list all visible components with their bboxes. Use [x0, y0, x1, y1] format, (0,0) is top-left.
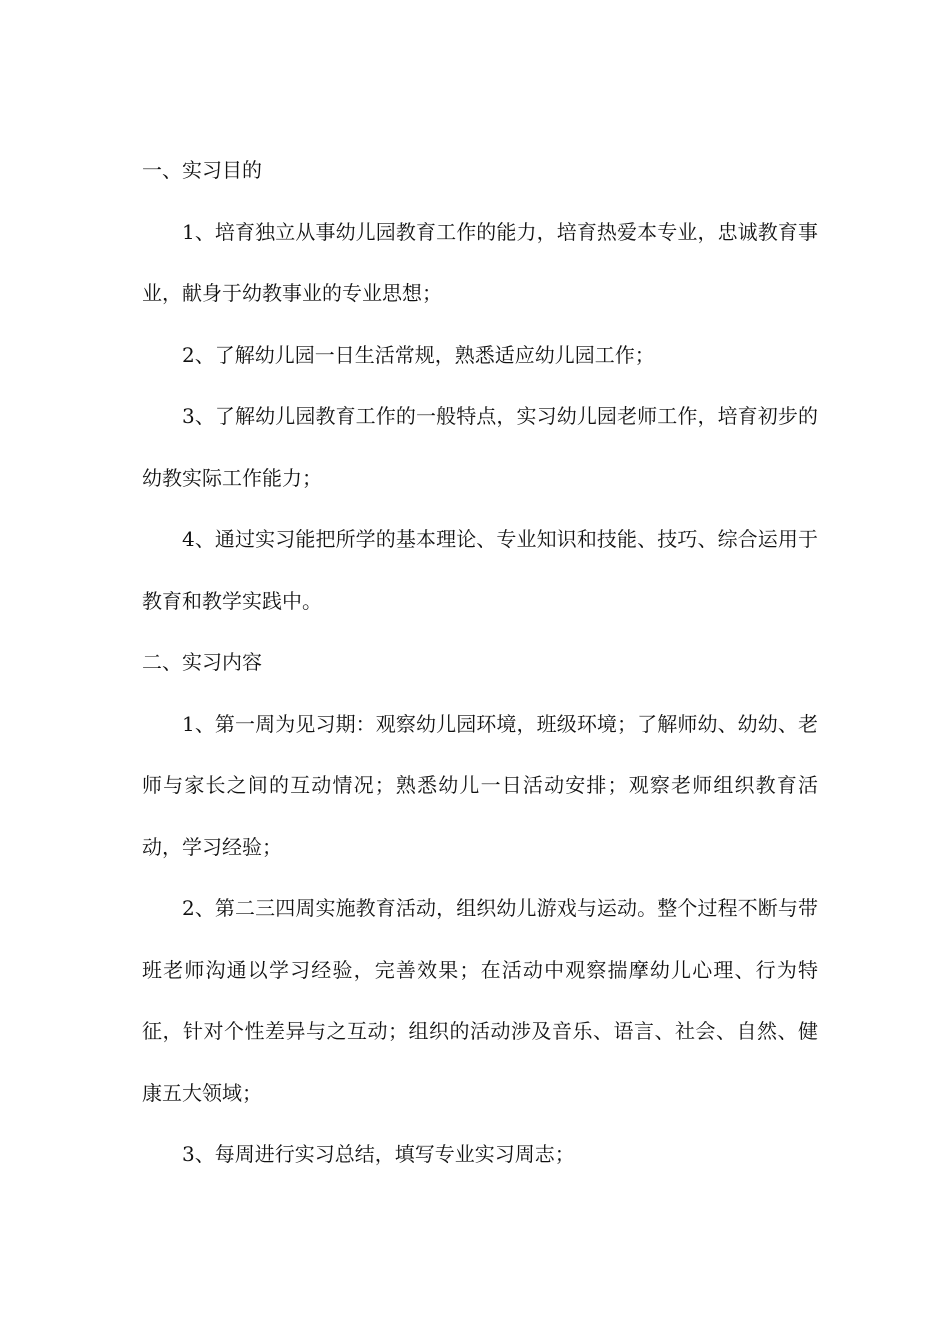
document-body: [142, 140, 818, 1186]
section-heading-content: 二、实习内容: [142, 650, 262, 674]
content-item-1: 1、第一周为见习期：观察幼儿园环境，班级环境；了解师幼、幼幼、老师与家长之间的互动情况；熟悉幼儿一日活动安排；观察老师组织教育活动，学习经验；: [142, 711, 818, 859]
purpose-item-3: 3、了解幼儿园教育工作的一般特点，实习幼儿园老师工作，培育初步的幼教实际工作能力；: [142, 404, 818, 490]
content-item-2: 2、第二三四周实施教育活动，组织幼儿游戏与运动。整个过程不断与带班老师沟通以学习经验，完善效果；在活动中观察揣摩幼儿心理、行为特征，针对个性差异与之互动；组织的活动涉及音乐、语言、社会、自然、健康五大领域；: [142, 896, 818, 1105]
content-item-3: 3、每周进行实习总结，填写专业实习周志；: [182, 1142, 575, 1166]
purpose-item-1: 1、培育独立从事幼儿园教育工作的能力，培育热爱本专业，忠诚教育事业，献身于幼教事业的专业思想；: [142, 219, 818, 305]
purpose-item-4: 4、通过实习能把所学的基本理论、专业知识和技能、技巧、综合运用于教育和教学实践中。: [142, 527, 818, 613]
section-heading-purpose: 一、实习目的: [142, 158, 262, 182]
purpose-item-2: 2、了解幼儿园一日生活常规，熟悉适应幼儿园工作；: [182, 342, 655, 367]
